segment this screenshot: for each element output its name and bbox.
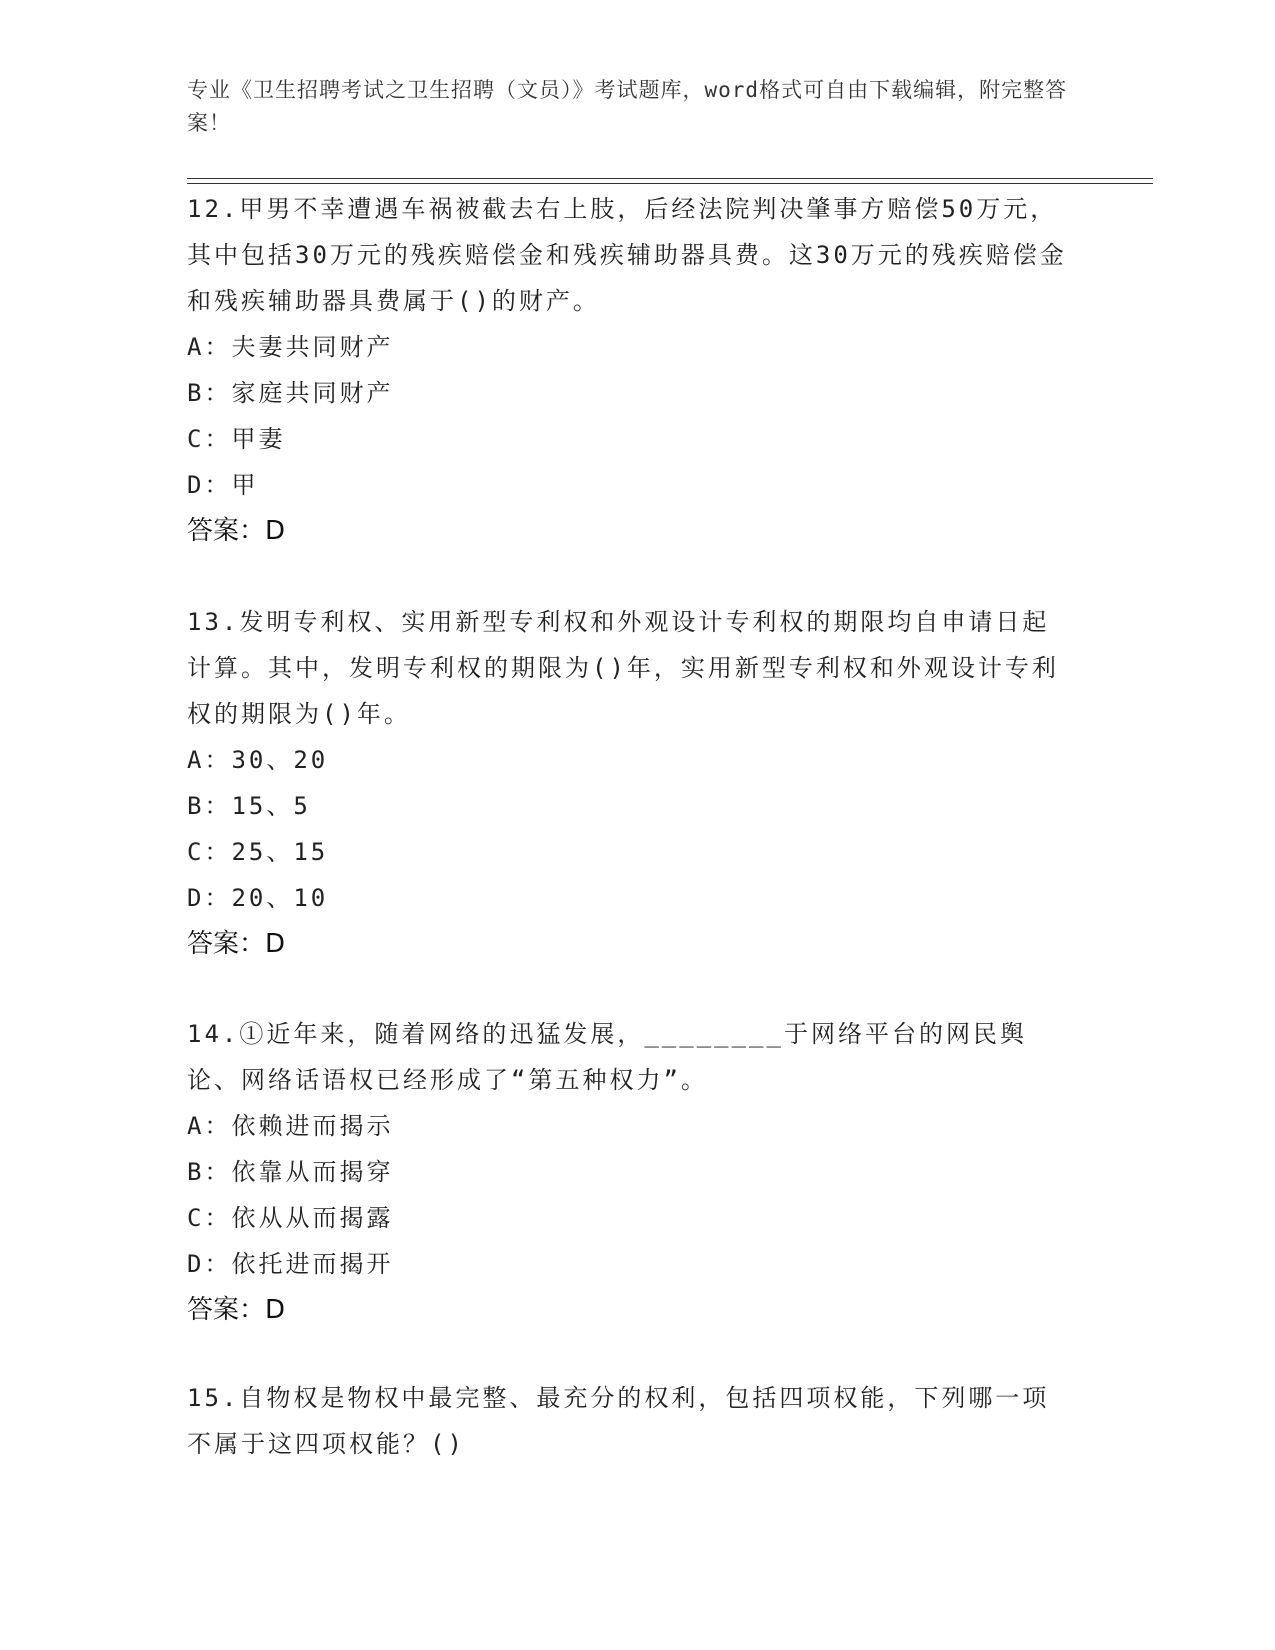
option-a: A：夫妻共同财产	[187, 333, 394, 361]
question-stem: 15.自物权是物权中最完整、最充分的权利，包括四项权能，下列哪一项不属于这四项权能？()	[187, 1384, 1050, 1458]
question-13	[187, 599, 1067, 967]
answer-label: 答案：D	[187, 1295, 286, 1325]
question-14	[187, 1011, 1067, 1333]
option-d: D：依托进而揭开	[187, 1250, 394, 1278]
option-c: C：依从从而揭露	[187, 1204, 394, 1232]
question-stem: 14.①近年来，随着网络的迅猛发展，________于网络平台的网民舆论、网络话语权已经形成了“第五种权力”。	[187, 1020, 1027, 1094]
document-header: 专业《卫生招聘考试之卫生招聘（文员）》考试题库，word格式可自由下载编辑，附完整答案！	[187, 78, 1068, 135]
question-stem: 13.发明专利权、实用新型专利权和外观设计专利权的期限均自申请日起计算。其中，发明专利权的期限为()年，实用新型专利权和外观设计专利权的期限为()年。	[187, 608, 1059, 728]
option-b: B：家庭共同财产	[187, 379, 394, 407]
question-12	[187, 186, 1067, 554]
option-a: A：依赖进而揭示	[187, 1112, 394, 1140]
question-15	[187, 1375, 1067, 1467]
question-stem: 12.甲男不幸遭遇车祸被截去右上肢，后经法院判决肇事方赔偿50万元，其中包括30万元的残疾赔偿金和残疾辅助器具费。这30万元的残疾赔偿金和残疾辅助器具费属于()的财产。	[187, 195, 1067, 315]
option-d: D：甲	[187, 471, 259, 499]
answer-label: 答案：D	[187, 516, 286, 546]
option-b: B：依靠从而揭穿	[187, 1158, 394, 1186]
option-c: C：甲妻	[187, 425, 286, 453]
answer-label: 答案：D	[187, 929, 286, 959]
option-d: D：20、10	[187, 884, 329, 912]
option-b: B：15、5	[187, 792, 311, 820]
header-divider-top	[187, 178, 1153, 179]
option-c: C：25、15	[187, 838, 329, 866]
header-divider-bottom	[187, 183, 1153, 184]
option-a: A：30、20	[187, 746, 329, 774]
